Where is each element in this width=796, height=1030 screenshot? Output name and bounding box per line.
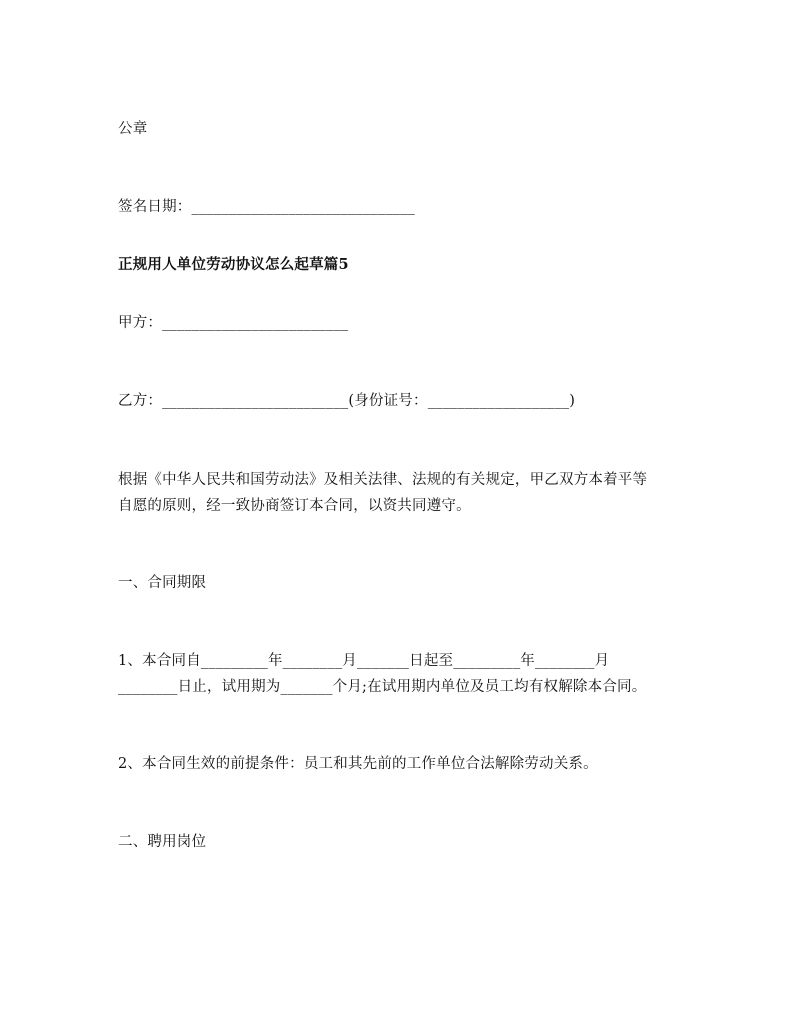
document-heading: 正规用人单位劳动协议怎么起草篇5 <box>118 256 349 273</box>
clause-1-line-1: 1、本合同自_________年________月_______日起至_________年________月 <box>118 653 610 669</box>
party-b-line: 乙方：_________________________(身份证号：___________________) <box>118 393 576 409</box>
party-a-line: 甲方：_________________________ <box>118 315 349 331</box>
section-1-title: 一、合同期限 <box>118 575 207 591</box>
section-2-title: 二、聘用岗位 <box>118 834 207 850</box>
clause-1-line-2: ________日止，试用期为_______个月;在试用期内单位及员工均有权解除本合同。 <box>118 679 647 695</box>
sign-date-line: 签名日期：______________________________ <box>118 199 415 215</box>
clause-2: 2、本合同生效的前提条件：员工和其先前的工作单位合法解除劳动关系。 <box>118 756 598 772</box>
intro-paragraph-line-1: 根据《中华人民共和国劳动法》及相关法律、法规的有关规定，甲乙双方本着平等 <box>118 472 648 488</box>
seal-label: 公章 <box>118 121 148 137</box>
intro-paragraph-line-2: 自愿的原则，经一致协商签订本合同，以资共同遵守。 <box>118 498 471 514</box>
